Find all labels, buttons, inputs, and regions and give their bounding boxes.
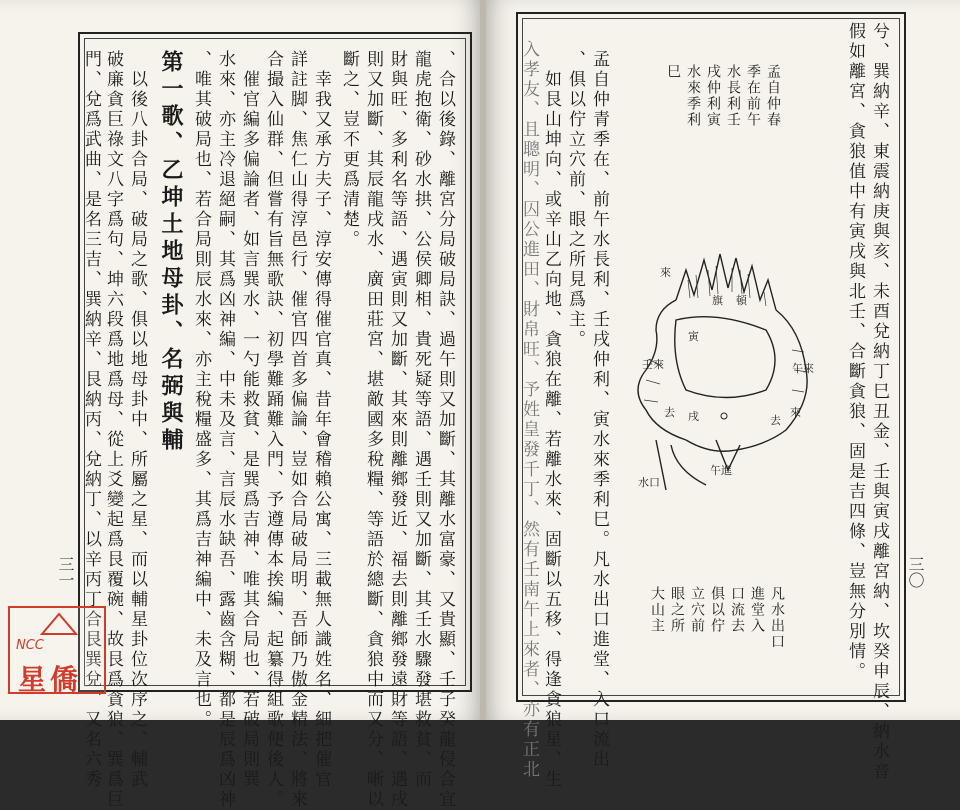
text-column: 、合以後錄、離宮分局破局訣、過午則又加斷、其離水富豪、又貴顯、壬子癸龍侵合宜 <box>435 50 455 810</box>
verse-column: 巳 <box>665 64 681 80</box>
verse-column: 立穴前 <box>689 586 705 634</box>
text-column: 幸我又承方夫子、淳安傳得催官真、昔年會稽賴公寓、三載無人識姓名、細把催官 <box>311 70 331 790</box>
verse-column: 眼之所 <box>669 586 685 634</box>
verse-column: 大山主 <box>649 586 665 634</box>
book-spine <box>480 0 486 720</box>
text-column: 龍虎抱衛、砂水拱、公侯卿相、貴死疑等語、遇壬則又加斷、其壬水驟發堪救貧、而 <box>411 50 431 790</box>
diagram-label: 旗 <box>712 294 723 307</box>
text-column: 水來、亦主冷退絕嗣、其爲凶神編、中未及言、言辰水缺吾、露齒含糊、都是辰爲凶神 <box>215 50 235 810</box>
text-column: 門、兌爲武曲、是名三吉、巽納辛、艮納丙、兌納丁、以辛丙丁合艮巽兌、又名六秀 <box>81 50 101 790</box>
text-column: 、唯其破局也、若合局則辰水來、亦主稅糧盛多、其爲吉神編中、未及言也。 <box>191 50 211 730</box>
section-heading: 第一歌、乙坤土地母卦、名弼與輔 <box>158 50 184 455</box>
verse-column: 季在前午 <box>745 64 761 128</box>
landscape-diagram <box>616 240 826 510</box>
text-column: 、俱以佇立穴前、眼之所見爲主。 <box>565 50 585 350</box>
text-column: 孟自仲青季在、前午水長利、壬戌仲利、寅水來季利巳。凡水出口進堂、入口流出 <box>589 50 609 770</box>
text-column: 入孝友、且聰明、囚公進田、財帛旺、予姓皇發千丁、然有壬南午上來者、亦有正北 <box>519 40 539 780</box>
text-column: 如艮山坤向、或辛山乙向地、貪狼在離、若離水來、固斷以五移、得逢貪狼星、生 <box>541 70 561 790</box>
verse-column: 戌仲利寅 <box>705 64 721 128</box>
mountain-ridge <box>638 254 807 490</box>
page-number-right: 三〇 <box>906 556 925 588</box>
text-column: 催官編多偏論者、如言巽水、一勺能救貧、是巽爲吉神、唯其合局也、若破局則巽 <box>239 70 259 790</box>
diagram-label: 去 <box>664 406 675 419</box>
text-column: 財與旺、多利名等語、遇寅則又加斷、其來則離鄉發近、福去則離鄉發遠財等語、遇戌 <box>387 50 407 810</box>
text-column: 詳註脚、焦仁山得淳邑行、催官四首多偏論、豈如合局破局明、吾師乃傲金精法、將來 <box>287 50 307 810</box>
verse-column: 水來季利 <box>685 64 701 128</box>
text-column: 以後八卦合局、破局之歌、俱以地母卦中、所屬之星、而以輔星卦位次序之、輔武 <box>127 70 147 790</box>
ridge-hatching <box>644 266 808 402</box>
text-column: 兮、巽納辛、東震納庚與亥、未酉兌納丁巳丑金、壬與寅戌離宮納、坎癸申辰、納水音 <box>869 22 889 782</box>
text-column: 破廉貪巨祿文八字爲句、坤六段爲地爲母、從上爻變起爲艮覆碗、故艮爲貪狼、巽爲巨 <box>103 50 123 810</box>
diagram-label: 寅 <box>688 330 699 343</box>
diagram-label: 戌 <box>688 410 699 423</box>
page-number-left: 三一 <box>56 556 75 588</box>
diagram-label: 頓 <box>736 294 747 307</box>
verse-column: 孟自仲春 <box>765 64 781 128</box>
triangle-icon <box>40 612 78 636</box>
stamp-brand-text: 星僑 <box>18 663 83 696</box>
text-column: 則又加斷、其辰龍戌水、廣田莊宮、堪敵國多稅糧、等語於總斷、貪狼中而又分、晰以 <box>363 50 383 810</box>
watermark-stamp <box>8 606 106 694</box>
verse-column: 口流去 <box>729 586 745 634</box>
diagram-label: 午進 <box>710 464 732 477</box>
stamp-ncc-text: NCC <box>16 638 44 653</box>
diagram-label: 壬來 <box>642 358 664 371</box>
diagram-label: 水口 <box>638 476 660 489</box>
verse-column: 進堂入 <box>749 586 765 634</box>
text-column: 合撮入仙群、但嘗有旨無歌訣、初學難踊難入門、予遵傳本挨編、起纂得組歌便後人。 <box>263 50 283 810</box>
burial-point <box>721 413 727 419</box>
text-column: 假如離宮、貪狼值中有寅戌與北壬、合斷貪狼、固是吉四條、豈無分別情。 <box>845 22 865 682</box>
diagram-label: 去 <box>770 414 781 427</box>
text-column: 斷之、豈不更爲清楚。 <box>339 50 359 250</box>
verse-column: 水長利壬 <box>725 64 741 128</box>
verse-column: 凡水出口 <box>769 586 785 650</box>
diagram-label: 午來 <box>792 362 814 375</box>
diagram-label: 來 <box>660 266 671 279</box>
verse-column: 俱以佇 <box>709 586 725 634</box>
diagram-label: 來 <box>790 406 801 419</box>
